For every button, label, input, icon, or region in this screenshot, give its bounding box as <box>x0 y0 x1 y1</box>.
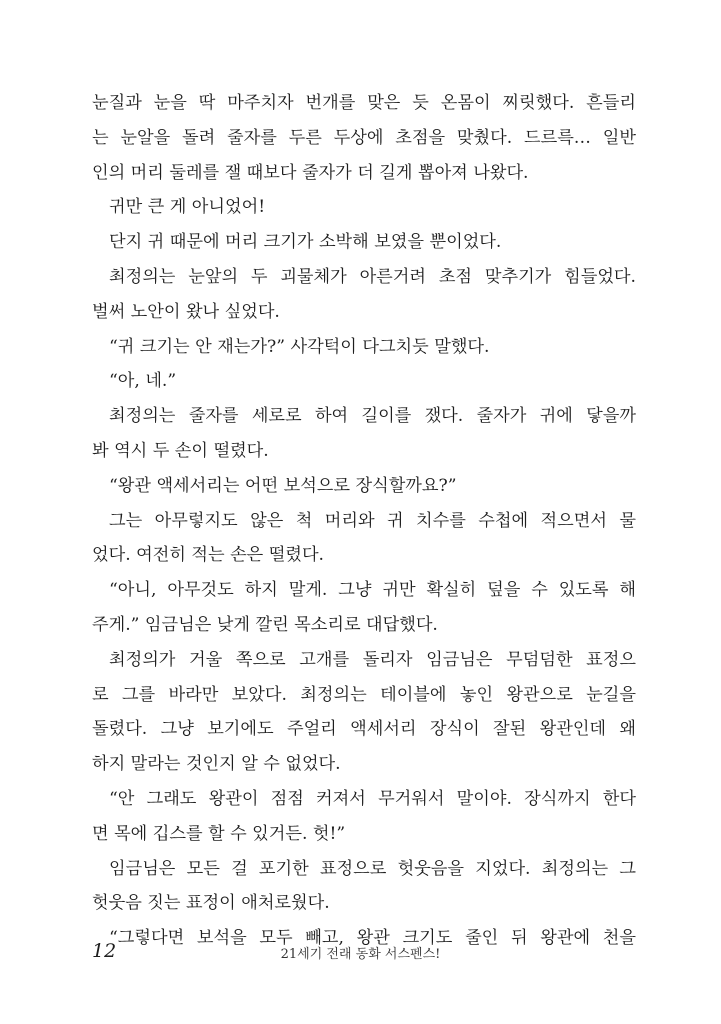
text-line: 단지 귀 때문에 머리 크기가 소박해 보였을 뿐이었다. <box>109 232 502 253</box>
text-line: 최정의는 눈앞의 두 괴물체가 아른거려 초점 맞추기가 힘들었다. <box>109 266 636 287</box>
text-line: 주게.” 임금님은 낮게 깔린 목소리로 대답했다. <box>92 614 438 635</box>
text-line: 최정의는 줄자를 세로로 하여 길이를 쟀다. 줄자가 귀에 닿을까 <box>109 406 636 427</box>
body-text <box>92 86 636 956</box>
text-line: “아, 네.” <box>109 371 177 392</box>
text-line: 로 그를 바라만 보았다. 최정의는 테이블에 놓인 왕관으로 눈길을 <box>92 684 636 705</box>
text-line: 는 눈알을 돌려 줄자를 두른 두상에 초점을 맞췄다. 드르륵… 일반 <box>92 127 636 148</box>
text-line: “왕관 액세서리는 어떤 보석으로 장식할까요?” <box>109 475 457 496</box>
text-line: “안 그래도 왕관이 점점 커져서 무거워서 말이야. 장식까지 한다 <box>109 788 636 809</box>
text-line: “아니, 아무것도 하지 말게. 그냥 귀만 확실히 덮을 수 있도록 해 <box>109 580 636 601</box>
text-line: 었다. 여전히 적는 손은 떨렸다. <box>92 545 325 566</box>
text-line: 그는 아무렇지도 않은 척 머리와 귀 치수를 수첩에 적으면서 물 <box>109 510 636 531</box>
text-line: 귀만 큰 게 아니었어! <box>109 197 266 218</box>
text-line: 벌써 노안이 왔나 싶었다. <box>92 301 280 322</box>
text-line: 돌렸다. 그냥 보기에도 주얼리 액세서리 장식이 잘된 왕관인데 왜 <box>92 719 636 740</box>
text-line: 헛웃음 짓는 표정이 애처로웠다. <box>92 893 330 914</box>
text-line: 봐 역시 두 손이 떨렸다. <box>92 440 269 461</box>
text-line: “그렇다면 보석을 모두 빼고, 왕관 크기도 줄인 뒤 왕관에 천을 <box>109 928 636 949</box>
text-line: 면 목에 깁스를 할 수 있거든. 헛!” <box>92 823 346 844</box>
text-line: 눈질과 눈을 딱 마주치자 번개를 맞은 듯 온몸이 찌릿했다. 흔들리 <box>92 93 636 113</box>
text-line: 하지 말라는 것인지 알 수 없었다. <box>92 754 341 775</box>
text-line: 임금님은 모든 걸 포기한 표정으로 헛웃음을 지었다. 최정의는 그 <box>109 858 636 879</box>
page-number: 12 <box>92 940 117 962</box>
running-footer-title: 21세기 전래 동화 서스펜스! <box>280 947 441 962</box>
text-line: 최정의가 거울 쪽으로 고개를 돌리자 임금님은 무덤덤한 표정으 <box>109 649 636 670</box>
text-line: “귀 크기는 안 재는가?” 사각턱이 다그치듯 말했다. <box>109 336 490 357</box>
text-line: 인의 머리 둘레를 잴 때보다 줄자가 더 길게 뽑아져 나왔다. <box>92 162 529 183</box>
